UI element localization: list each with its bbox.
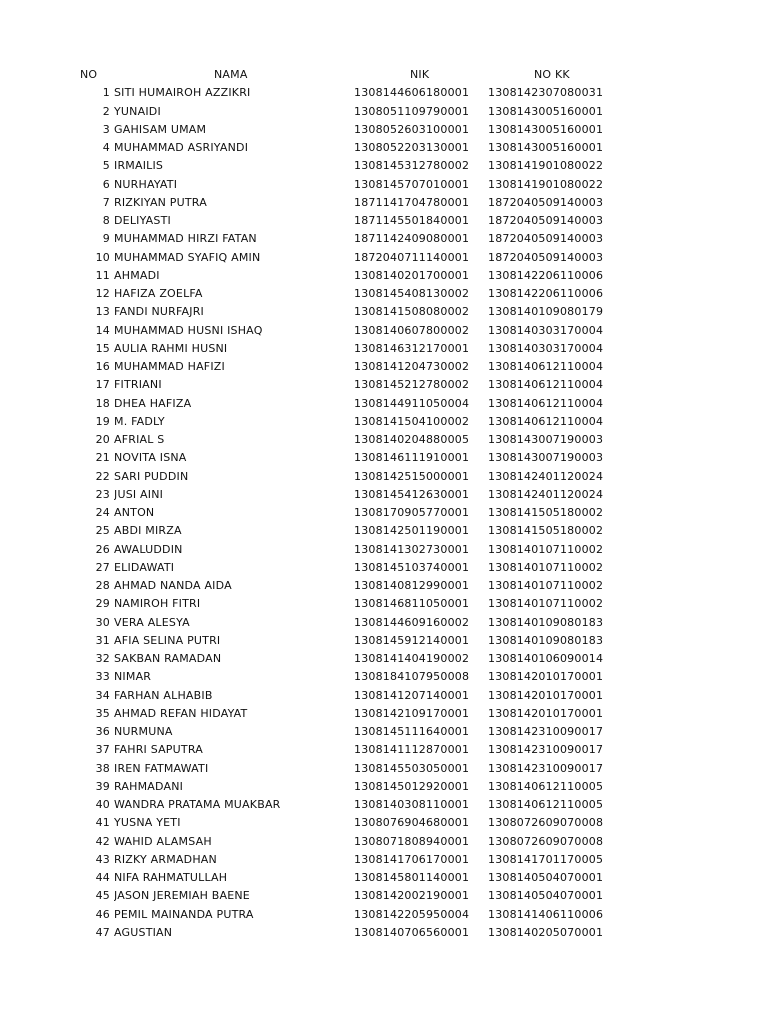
row-nik: 1308141207140001 — [354, 688, 470, 702]
row-nama: AWALUDDIN — [114, 542, 183, 556]
row-nama: VERA ALESYA — [114, 615, 190, 629]
row-number: 20 — [95, 433, 110, 446]
table-row — [0, 431, 768, 449]
row-number: 31 — [95, 633, 110, 647]
table-row — [0, 833, 768, 851]
table-row — [0, 322, 768, 340]
row-number: 22 — [95, 469, 110, 483]
row-no-kk: 1308140504070001 — [488, 871, 604, 884]
row-nama: AHMAD NANDA AIDA — [114, 579, 232, 592]
row-nik: 1308145312780002 — [354, 159, 470, 173]
row-no-kk: 1308143005160001 — [488, 141, 604, 154]
table-row — [0, 103, 768, 121]
row-no-kk: 1308143007190003 — [488, 451, 604, 465]
row-nama: M. FADLY — [114, 414, 165, 428]
row-nik: 1871142409080001 — [354, 232, 470, 246]
table-row — [0, 851, 768, 869]
table-row — [0, 303, 768, 321]
row-nama: NIFA RAHMATULLAH — [114, 871, 228, 884]
row-nik: 1308145103740001 — [354, 560, 470, 574]
row-nama: AGUSTIAN — [114, 925, 173, 939]
table-row — [0, 687, 768, 705]
row-number: 24 — [95, 506, 110, 519]
row-nik: 1308170905770001 — [354, 506, 470, 519]
row-nik: 1308141508080002 — [354, 305, 470, 319]
table-row — [0, 869, 768, 887]
row-nama: AULIA RAHMI HUSNI — [114, 341, 228, 355]
row-nik: 1308142002190001 — [354, 889, 470, 903]
row-nama: FARHAN ALHABIB — [114, 688, 213, 702]
row-number: 28 — [95, 579, 110, 592]
row-nama: AHMADI — [114, 268, 160, 282]
row-number: 27 — [95, 560, 110, 574]
row-number: 46 — [95, 907, 110, 921]
row-no-kk: 1872040509140003 — [488, 232, 604, 246]
row-nama: IRMAILIS — [114, 159, 164, 173]
table-row — [0, 468, 768, 486]
table-row — [0, 449, 768, 467]
row-number: 33 — [95, 670, 110, 684]
row-number: 21 — [95, 451, 110, 465]
row-nik: 1308184107950008 — [354, 670, 470, 684]
row-nik: 1308052603100001 — [354, 122, 470, 136]
row-no-kk: 1308140205070001 — [488, 925, 604, 939]
row-nama: MUHAMMAD ASRIYANDI — [114, 141, 249, 154]
header-nama: NAMA — [214, 68, 248, 81]
row-no-kk: 1308140303170004 — [488, 323, 604, 337]
row-no-kk: 1308140612110005 — [488, 798, 604, 811]
table-row — [0, 249, 768, 267]
table-row — [0, 595, 768, 613]
table-row — [0, 559, 768, 577]
row-nama: RIZKIYAN PUTRA — [114, 195, 207, 209]
row-no-kk: 1308143005160001 — [488, 122, 604, 136]
row-nik: 1308142205950004 — [354, 907, 470, 921]
row-number: 29 — [95, 597, 110, 611]
row-no-kk: 1308140612110005 — [488, 779, 604, 793]
row-nik: 1871141704780001 — [354, 195, 470, 209]
row-number: 25 — [95, 524, 110, 538]
row-number: 6 — [102, 177, 110, 191]
row-no-kk: 1308140612110004 — [488, 414, 604, 428]
row-number: 26 — [95, 542, 110, 556]
row-no-kk: 1308142010170001 — [488, 706, 604, 720]
row-nama: AFRIAL S — [114, 433, 165, 446]
row-nama: NURMUNA — [114, 725, 173, 738]
row-no-kk: 1308142307080031 — [488, 86, 604, 100]
table-row — [0, 814, 768, 832]
header-no: NO — [80, 68, 98, 81]
row-number: 10 — [95, 250, 110, 264]
table-row — [0, 486, 768, 504]
table-row — [0, 887, 768, 905]
row-number: 11 — [95, 268, 110, 282]
row-nik: 1308140812990001 — [354, 579, 470, 592]
row-nik: 1308141204730002 — [354, 360, 470, 373]
row-number: 17 — [95, 378, 110, 392]
table-row — [0, 84, 768, 102]
table-row — [0, 285, 768, 303]
row-number: 38 — [95, 761, 110, 775]
row-nama: SAKBAN RAMADAN — [114, 652, 222, 665]
row-no-kk: 1308140504070001 — [488, 889, 604, 903]
table-row — [0, 504, 768, 522]
row-nama: GAHISAM UMAM — [114, 122, 207, 136]
row-no-kk: 1308143005160001 — [488, 104, 604, 118]
row-number: 2 — [102, 104, 110, 118]
row-no-kk: 1308140109080183 — [488, 615, 604, 629]
row-no-kk: 1308140612110004 — [488, 378, 604, 392]
row-nik: 1308141112870001 — [354, 743, 470, 757]
table-row — [0, 760, 768, 778]
table-row — [0, 741, 768, 759]
table-row — [0, 139, 768, 157]
row-number: 42 — [95, 834, 110, 848]
row-number: 15 — [95, 341, 110, 355]
row-nama: RIZKY ARMADHAN — [114, 852, 217, 866]
row-no-kk: 1308140612110004 — [488, 360, 604, 373]
row-nik: 1308145707010001 — [354, 177, 470, 191]
row-nama: NAMIROH FITRI — [114, 597, 201, 611]
row-no-kk: 1308141505180002 — [488, 506, 604, 519]
row-nama: MUHAMMAD HIRZI FATAN — [114, 232, 257, 246]
row-no-kk: 1308072609070008 — [488, 816, 604, 830]
row-no-kk: 1308140107110002 — [488, 597, 604, 611]
row-nik: 1308144911050004 — [354, 396, 470, 410]
row-nama: NOVITA ISNA — [114, 451, 187, 465]
row-number: 8 — [102, 214, 110, 227]
row-no-kk: 1308142401120024 — [488, 469, 604, 483]
table-row — [0, 121, 768, 139]
row-no-kk: 1308072609070008 — [488, 834, 604, 848]
row-number: 43 — [95, 852, 110, 866]
row-no-kk: 1872040509140003 — [488, 250, 604, 264]
row-nik: 1871145501840001 — [354, 214, 470, 227]
row-number: 9 — [102, 232, 110, 246]
row-nama: ELIDAWATI — [114, 560, 175, 574]
row-nama: FAHRI SAPUTRA — [114, 743, 203, 757]
row-number: 40 — [95, 798, 110, 811]
row-nik: 1308140706560001 — [354, 925, 470, 939]
row-nama: JASON JEREMIAH BAENE — [114, 889, 250, 903]
row-number: 41 — [95, 816, 110, 830]
table-row — [0, 395, 768, 413]
table-row — [0, 778, 768, 796]
row-nama: ANTON — [114, 506, 155, 519]
table-row — [0, 705, 768, 723]
row-number: 5 — [102, 159, 110, 173]
header-no-kk: NO KK — [534, 68, 570, 81]
table-row — [0, 906, 768, 924]
row-no-kk: 1308140106090014 — [488, 652, 604, 665]
row-nik: 1308145503050001 — [354, 761, 470, 775]
table-row — [0, 212, 768, 230]
row-nama: MUHAMMAD HUSNI ISHAQ — [114, 323, 263, 337]
row-nama: DHEA HAFIZA — [114, 396, 192, 410]
row-number: 14 — [95, 323, 110, 337]
row-number: 44 — [95, 871, 110, 884]
row-number: 45 — [95, 889, 110, 903]
row-no-kk: 1308140303170004 — [488, 341, 604, 355]
row-nik: 1308144609160002 — [354, 615, 470, 629]
row-nik: 1308145801140001 — [354, 871, 470, 884]
table-row — [0, 340, 768, 358]
row-no-kk: 1308141701170005 — [488, 852, 604, 866]
row-nama: WANDRA PRATAMA MUAKBAR — [114, 798, 281, 811]
row-nik: 1308145212780002 — [354, 378, 470, 392]
row-no-kk: 1308142310090017 — [488, 743, 604, 757]
row-nama: PEMIL MAINANDA PUTRA — [114, 907, 254, 921]
table-row — [0, 194, 768, 212]
row-nik: 1308146811050001 — [354, 597, 470, 611]
table-row — [0, 267, 768, 285]
table-row — [0, 176, 768, 194]
table-row — [0, 650, 768, 668]
row-no-kk: 1872040509140003 — [488, 214, 604, 227]
row-no-kk: 1308143007190003 — [488, 433, 604, 446]
row-no-kk: 1308141901080022 — [488, 177, 604, 191]
row-number: 37 — [95, 743, 110, 757]
table-body — [0, 84, 768, 942]
row-nik: 1308051109790001 — [354, 104, 470, 118]
row-no-kk: 1308142010170001 — [488, 670, 604, 684]
table-row — [0, 577, 768, 595]
row-number: 18 — [95, 396, 110, 410]
row-nama: ABDI MIRZA — [114, 524, 182, 538]
row-no-kk: 1308142206110006 — [488, 287, 604, 300]
row-nik: 1308142109170001 — [354, 706, 470, 720]
row-nama: FANDI NURFAJRI — [114, 305, 204, 319]
row-nama: NURHAYATI — [114, 177, 178, 191]
row-nik: 1308141404190002 — [354, 652, 470, 665]
row-nama: YUSNA YETI — [114, 816, 181, 830]
row-nama: MUHAMMAD SYAFIQ AMIN — [114, 250, 261, 264]
row-number: 23 — [95, 487, 110, 501]
table-row — [0, 230, 768, 248]
row-nik: 1308141302730001 — [354, 542, 470, 556]
row-nik: 1872040711140001 — [354, 250, 470, 264]
table-row — [0, 522, 768, 540]
row-no-kk: 1308140109080179 — [488, 305, 604, 319]
row-number: 4 — [102, 141, 110, 154]
row-nik: 1308144606180001 — [354, 86, 470, 100]
row-no-kk: 1308140107110002 — [488, 560, 604, 574]
row-no-kk: 1308142206110006 — [488, 268, 604, 282]
row-nik: 1308146312170001 — [354, 341, 470, 355]
table-row — [0, 723, 768, 741]
row-no-kk: 1872040509140003 — [488, 195, 604, 209]
row-no-kk: 1308140109080183 — [488, 633, 604, 647]
table-row — [0, 358, 768, 376]
row-nik: 1308141504100002 — [354, 414, 470, 428]
row-no-kk: 1308141406110006 — [488, 907, 604, 921]
row-nama: SARI PUDDIN — [114, 469, 189, 483]
row-nik: 1308140204880005 — [354, 433, 470, 446]
row-no-kk: 1308142401120024 — [488, 487, 604, 501]
row-nama: NIMAR — [114, 670, 152, 684]
row-nik: 1308146111910001 — [354, 451, 470, 465]
row-number: 39 — [95, 779, 110, 793]
row-number: 3 — [102, 122, 110, 136]
row-nik: 1308145012920001 — [354, 779, 470, 793]
row-nik: 1308141706170001 — [354, 852, 470, 866]
row-nama: YUNAIDI — [114, 104, 161, 118]
row-nik: 1308071808940001 — [354, 834, 470, 848]
row-nama: FITRIANI — [114, 378, 162, 392]
row-number: 13 — [95, 305, 110, 319]
table-row — [0, 796, 768, 814]
row-no-kk: 1308142310090017 — [488, 725, 604, 738]
row-nik: 1308052203130001 — [354, 141, 470, 154]
table-row — [0, 541, 768, 559]
row-nama: AFIA SELINA PUTRI — [114, 633, 221, 647]
row-nik: 1308140201700001 — [354, 268, 470, 282]
row-no-kk: 1308140107110002 — [488, 579, 604, 592]
row-no-kk: 1308142310090017 — [488, 761, 604, 775]
row-number: 7 — [102, 195, 110, 209]
row-no-kk: 1308142010170001 — [488, 688, 604, 702]
row-number: 35 — [95, 706, 110, 720]
table-row — [0, 413, 768, 431]
row-number: 16 — [95, 360, 110, 373]
row-nama: MUHAMMAD HAFIZI — [114, 360, 225, 373]
row-number: 30 — [95, 615, 110, 629]
row-no-kk: 1308140612110004 — [488, 396, 604, 410]
row-nik: 1308145408130002 — [354, 287, 470, 300]
row-nama: DELIYASTI — [114, 214, 171, 227]
row-number: 12 — [95, 287, 110, 300]
row-number: 1 — [102, 86, 110, 100]
table-row — [0, 614, 768, 632]
row-number: 34 — [95, 688, 110, 702]
table-row — [0, 157, 768, 175]
row-number: 36 — [95, 725, 110, 738]
row-number: 47 — [95, 925, 110, 939]
row-nik: 1308076904680001 — [354, 816, 470, 830]
table-row — [0, 668, 768, 686]
row-nik: 1308145912140001 — [354, 633, 470, 647]
header-nik: NIK — [410, 68, 430, 81]
row-nik: 1308145111640001 — [354, 725, 470, 738]
row-nik: 1308140308110001 — [354, 798, 470, 811]
row-nik: 1308142515000001 — [354, 469, 470, 483]
table-row — [0, 376, 768, 394]
row-nama: JUSI AINI — [114, 487, 164, 501]
row-nama: WAHID ALAMSAH — [114, 834, 212, 848]
row-nik: 1308140607800002 — [354, 323, 470, 337]
row-no-kk: 1308140107110002 — [488, 542, 604, 556]
row-no-kk: 1308141505180002 — [488, 524, 604, 538]
table-row — [0, 632, 768, 650]
row-nama: IREN FATMAWATI — [114, 761, 209, 775]
row-no-kk: 1308141901080022 — [488, 159, 604, 173]
row-nik: 1308142501190001 — [354, 524, 470, 538]
resident-list-sheet — [0, 66, 768, 942]
row-nama: RAHMADANI — [114, 779, 184, 793]
row-nik: 1308145412630001 — [354, 487, 470, 501]
row-number: 32 — [95, 652, 110, 665]
table-header-row — [0, 66, 768, 84]
row-number: 19 — [95, 414, 110, 428]
table-row — [0, 924, 768, 942]
row-nama: AHMAD REFAN HIDAYAT — [114, 706, 248, 720]
row-nama: SITI HUMAIROH AZZIKRI — [114, 86, 251, 100]
row-nama: HAFIZA ZOELFA — [114, 287, 203, 300]
